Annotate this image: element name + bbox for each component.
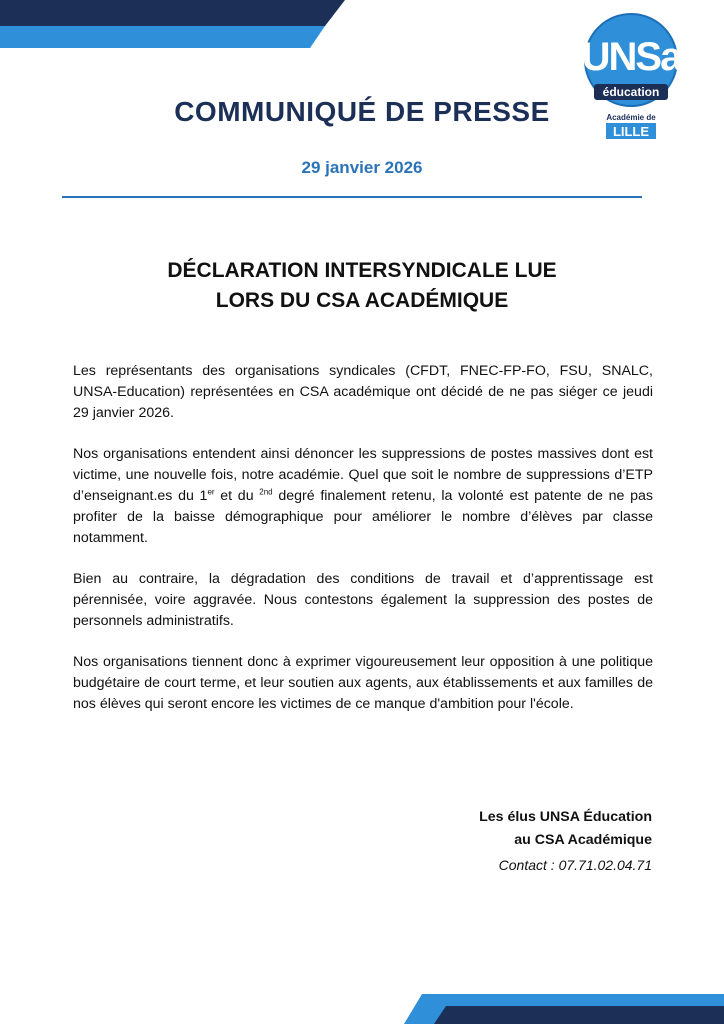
signature-line-1: Les élus UNSA Éducation bbox=[479, 809, 652, 825]
top-corner-decoration bbox=[0, 0, 360, 48]
press-body bbox=[73, 361, 653, 735]
page-title: COMMUNIQUÉ DE PRESSE bbox=[174, 96, 550, 127]
paragraph-3: Bien au contraire, la dégradation des conditions de travail et d’apprentissage est pérennisée, voire aggravée. Nous contestons également la suppression des postes de personnels administratifs. bbox=[73, 571, 653, 629]
paragraph-2-part-c: degré finalement retenu, la volonté est patente de ne pas profiter de la baisse démographique pour améliorer le nombre d’élèves par classe notamment. bbox=[73, 488, 653, 546]
signature-line-2: au CSA Académique bbox=[514, 832, 652, 848]
bottom-corner-decoration bbox=[394, 994, 724, 1024]
superscript-2nd: 2nd bbox=[259, 487, 273, 497]
superscript-er: er bbox=[207, 487, 215, 497]
declaration-heading bbox=[0, 256, 724, 316]
signature-block bbox=[479, 806, 652, 852]
header-divider bbox=[62, 196, 642, 198]
paragraph-2-part-a: Nos organisations entendent ainsi dénoncer les suppressions de postes massives dont est victime, une nouvelle fois, notre académie. Quel que soit le nombre de suppressions d’ETP d’enseignant.es du 1 bbox=[73, 446, 653, 504]
logo-sub-text: éducation bbox=[602, 85, 660, 99]
logo-academy-name: LILLE bbox=[612, 124, 650, 139]
heading-line-1: DÉCLARATION INTERSYNDICALE LUE bbox=[167, 259, 557, 282]
logo-academy-line: Académie de bbox=[606, 113, 656, 122]
paragraph-4: Nos organisations tiennent donc à exprimer vigoureusement leur opposition à une politique budgétaire de court terme, et leur soutien aux agents, aux établissements et aux familles de nos élèves qui seront encore les victimes de ce manque d'ambition pour l'école. bbox=[73, 654, 653, 712]
logo-brand-text: UNSa bbox=[581, 35, 681, 79]
heading-line-2: LORS DU CSA ACADÉMIQUE bbox=[215, 289, 509, 312]
press-date: 29 janvier 2026 bbox=[301, 158, 423, 177]
paragraph-2 bbox=[73, 444, 653, 549]
paragraph-1: Les représentants des organisations syndicales (CFDT, FNEC-FP-FO, FSU, SNALC, UNSA-Education) représentées en CSA académique ont décidé de ne pas siéger ce jeudi 29 janvier 2026. bbox=[73, 363, 653, 421]
paragraph-2-part-b: et du bbox=[214, 488, 260, 504]
contact-phone: Contact : 07.71.02.04.71 bbox=[498, 857, 652, 873]
